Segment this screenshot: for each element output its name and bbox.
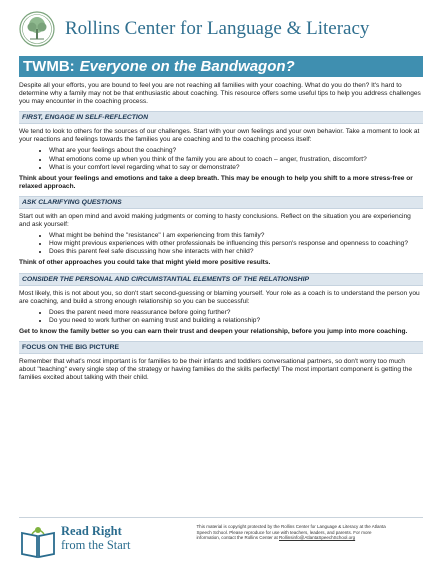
brand-line-2: from the Start: [61, 538, 131, 552]
list-item: • What might be behind the "resistance" I am experiencing from this family?: [49, 232, 423, 240]
list-item: • What is your comfort level regarding what to say or demonstrate?: [49, 164, 423, 172]
list-item: • What emotions come up when you think of the family you are about to coach – anger, frustration, discomfort?: [49, 156, 423, 164]
section-closing: Think of other approaches you could take that might yield more positive results.: [19, 259, 271, 267]
tree-logo-icon: [19, 11, 55, 47]
section-text: Remember that what's most important is for families to be their infants and toddlers conversational partners, so don't worry too much about "teaching" every single step of the strategy or having families do the skills perfectly! The most important component is getting the families excited about talking with their child.: [19, 357, 413, 382]
intro-paragraph: Despite all your efforts, you are bound to feel you are not reaching all families with your coaching. What do you do then? It's hard to determine why a family may not be that enthusiastic about coaching. This resource offers some useful tips to help you address challenges you may encounter in the coaching process.: [19, 82, 421, 106]
list-item: • Does this parent feel safe discussing how she interacts with her child?: [49, 248, 423, 256]
copyright-text: This material is copyright protected by the Rollins Center for Language & Literacy at the Atlanta Speech School. Please reproduce for use with teachers, leaders, and parents. For more information, contact the Rollins Center at: [196, 524, 386, 541]
section-heading-big-picture: FOCUS ON THE BIG PICTURE: [19, 341, 423, 354]
list-item: • What are your feelings about the coaching?: [49, 147, 423, 155]
title-prefix: TWMB:: [23, 58, 75, 75]
brand-line-1: Read Right: [61, 524, 122, 538]
section-heading-clarifying-questions: ASK CLARIFYING QUESTIONS: [19, 196, 423, 209]
bullet-list: [19, 147, 423, 171]
open-book-icon: [19, 524, 57, 560]
header: [19, 10, 423, 48]
section-text: Start out with an open mind and avoid making judgments or coming to hasty conclusions. Reflect on the situation you are experiencing and ask yourself:: [19, 212, 411, 229]
list-item: • Do you need to work further on earning trust and building a relationship?: [49, 317, 423, 325]
contact-email-link[interactable]: Rollinsinfo@AtlantaSpeechSchool.org: [279, 535, 356, 541]
org-name: Rollins Center for Language & Literacy: [65, 18, 370, 39]
footer: [19, 517, 423, 576]
section-heading-relationship: CONSIDER THE PERSONAL AND CIRCUMSTANTIAL ELEMENTS OF THE RELATIONSHIP: [19, 273, 423, 286]
section-text: Most likely, this is not about you, so don't start second-guessing or blaming yourself. Your role as a coach is to understand the person you are coaching, and build a strong enough relationship so you can be successful:: [19, 289, 420, 305]
section-closing: Get to know the family better so you can earn their trust and deepen your relationship, before you jump into more coaching.: [19, 327, 408, 335]
read-right-brand: [61, 524, 130, 552]
bullet-list: [19, 309, 423, 325]
title-bar: [19, 56, 423, 77]
copyright-notice: [196, 524, 391, 541]
section-heading-self-reflection: FIRST, ENGAGE IN SELF-REFLECTION: [19, 111, 423, 124]
section-closing: Think about your feelings and emotions and take a deep breath. This may be enough to help you shift to a more stress-free or relaxed approach.: [19, 174, 413, 190]
list-item: • Does the parent need more reassurance before going further?: [49, 309, 423, 317]
title-subtitle: Everyone on the Bandwagon?: [79, 58, 295, 75]
bullet-list: [19, 232, 423, 256]
list-item: • How might previous experiences with other professionals be influencing this person's response and openness to coaching?: [49, 240, 423, 248]
section-text: We tend to look to others for the sources of our challenges. Start with your own feelings and your own behavior. Take a moment to look at your reactions and feelings towards the families you are coaching and to the coaching process itself:: [19, 128, 420, 144]
